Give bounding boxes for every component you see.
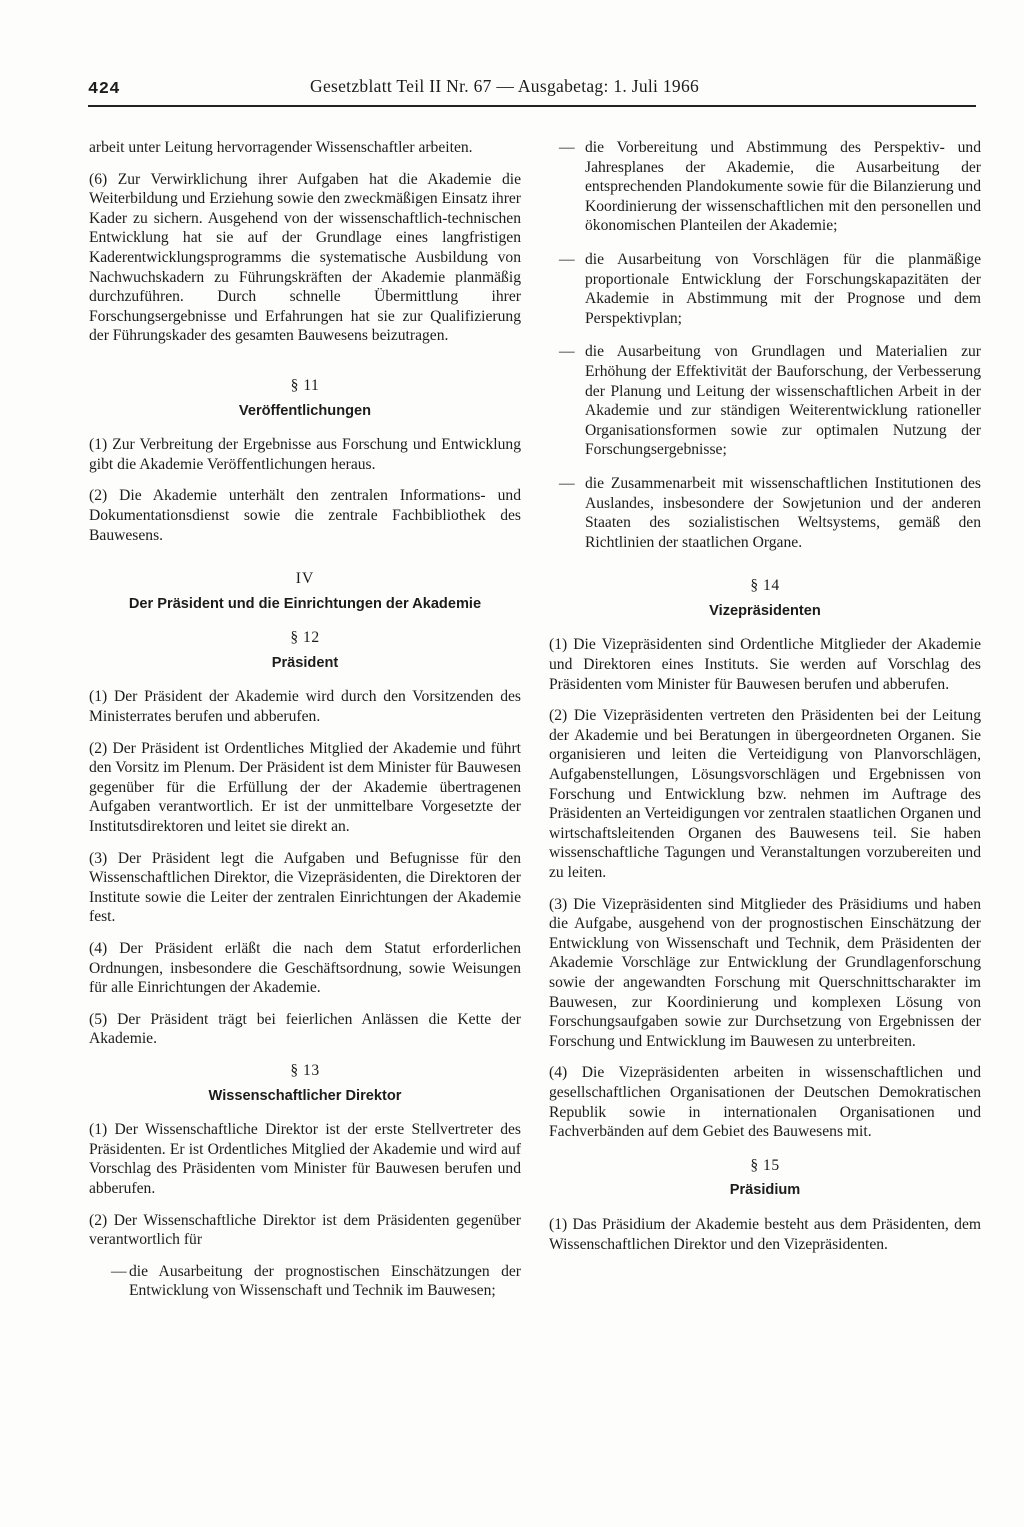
section-12-paragraph-1: (1) Der Präsident der Akademie wird durch den Vorsitzenden des Ministerrates berufen und abberufen. (89, 688, 521, 726)
section-11-number: § 11 (290, 376, 320, 394)
part-iv-heading: Der Präsident und die Einrichtungen der Akademie (128, 595, 482, 612)
bullet-text: die Vorbereitung und Abstimmung des Perspektiv- und Jahresplanes der Akademie, die Ausarbeitung der entsprechenden Plandokumente sowie für die Bilanzierung und Koordinierung der wissenschaftlichen mit den personellen und ökonomischen Planteilen der Akademie; (585, 139, 981, 235)
section-13-number: § 13 (290, 1061, 320, 1079)
right-column (549, 138, 981, 1266)
page-header (88, 74, 976, 104)
section-12-paragraph-2: (2) Der Präsident ist Ordentliches Mitglied der Akademie und führt den Vorsitz im Plenum. Der Präsident ist dem Minister für Bauwesen gegenüber für die Erfüllung der der Akademie übertragenen Aufgaben verantwortlich. Er ist der unmittelbare Vorgesetzte der Institutsdirektoren und leitet sie direkt an. (89, 739, 521, 836)
section-15-number: § 15 (750, 1156, 780, 1174)
bullet-text: die Zusammenarbeit mit wissenschaftlichen Institutionen des Auslandes, insbesondere der Sowjetunion und der anderen Staaten des sozialistischen Weltsystems, gemäß den Richtlinien der staatlichen Organe. (585, 474, 981, 551)
section-14-paragraph-4: (4) Die Vizepräsidenten arbeiten in wissenschaftlichen und gesellschaftlichen Organisationen der Deutschen Demokratischen Republik sowie in internationalen Organisationen und Fachverbänden auf dem Gebiet des Bauwesens mit. (549, 1064, 981, 1141)
section-14-heading: Vizepräsidenten (709, 602, 821, 619)
bullet-text: die Ausarbeitung der prognostischen Einschätzungen der Entwicklung von Wissenschaft und Technik im Bauwesen; (129, 1262, 521, 1300)
section-12-paragraph-4: (4) Der Präsident erläßt die nach dem Statut erforderlichen Ordnungen, insbesondere die Geschäftsordnung, sowie Weisungen für alle Einrichtungen der Akademie. (89, 940, 521, 997)
bullet-dash: — (559, 474, 575, 492)
header-rule (88, 105, 976, 107)
part-iv-number: IV (295, 570, 315, 588)
section-15-heading: Präsidium (729, 1182, 801, 1199)
section-14-number: § 14 (750, 577, 780, 595)
section-14-paragraph-3: (3) Die Vizepräsidenten sind Mitglieder des Präsidiums und haben die Aufgabe, ausgehend von der prognostischen Einschätzung der Entwicklung von Wissenschaft und Technik, dem Präsidenten der Akademie Vorschläge zur Entwicklung der Grundlagenforschung sowie der angewandten Forschung mit Querschnittscharakter im Bauwesen, zur Koordinierung und komplexen Lösung von Forschungsaufgaben sowie zur Durchsetzung von Ergebnissen der Forschung und Entwicklung im Bauwesen zu unterbreiten. (549, 895, 981, 1050)
bullet-text: die Ausarbeitung von Grundlagen und Materialien zur Erhöhung der Effektivität der Bauforschung, der Verbesserung der Planung und Leitung der wissenschaftlichen Arbeit in der Akademie und zur ständigen Weiterentwicklung rationeller Organisationsformen sowie zur optimalen Nutzung der Forschungsergebnisse; (585, 343, 981, 459)
section-13-heading: Wissenschaftlicher Direktor (208, 1087, 402, 1104)
bullet-dash: — (559, 139, 575, 156)
section-12-heading: Präsident (271, 654, 339, 671)
section-12-number: § 12 (290, 629, 320, 647)
section-13-bullet-4 (549, 342, 981, 460)
section-15-paragraph-1: (1) Das Präsidium der Akademie besteht aus dem Präsidenten, dem Wissenschaftlichen Direktor und den Vizepräsidenten. (549, 1215, 981, 1253)
paragraph-6: (6) Zur Verwirklichung ihrer Aufgaben hat die Akademie die Weiterbildung und Erziehung sowie den zweckmäßigen Einsatz ihrer Kader zu sichern. Ausgehend von der wissenschaftlich-technischen Entwicklung hat sie auf der Grundlage eines langfristigen Kaderentwicklungsprogramms die systematische Ausbildung von Nachwuchskadern zu Führungskräften der Akademie planmäßig durchzuführen. Durch schnelle Übermittlung ihrer Forschungsergebnisse und Erfahrungen hat sie zur Qualifizierung der Führungskader des gesamten Bauwesens beizutragen. (89, 170, 521, 345)
section-14-paragraph-2: (2) Die Vizepräsidenten vertreten den Präsidenten bei der Leitung der Akademie und bei Beratungen in übergeordneten Organen. Sie organisieren und leiten die Verteidigung von Planvorschlägen, Aufgabenstellungen, Lösungsvorschlägen und Ergebnissen von Forschung und Entwicklung bzw. nehmen im Auftrage des Präsidenten an Verteidigungen vor zentralen staatlichen Organen und wirtschaftsleitenden Organen des Bauwesens teil. Sie haben wissenschaftliche Tagungen und Veranstaltungen vorzubereiten und zu leiten. (549, 707, 981, 881)
section-11-heading: Veröffentlichungen (238, 402, 372, 419)
bullet-dash: — (559, 343, 575, 361)
section-13-paragraph-1: (1) Der Wissenschaftliche Direktor ist der erste Stellvertreter des Präsidenten. Er ist Ordentliches Mitglied der Akademie und wird auf Vorschlag des Präsidenten vom Minister für Bauwesen berufen und abberufen. (89, 1121, 521, 1197)
section-13-bullet-1 (89, 1262, 521, 1301)
section-12-paragraph-5: (5) Der Präsident trägt bei feierlichen Anlässen die Kette der Akademie. (89, 1010, 521, 1048)
bullet-dash: — (111, 1262, 127, 1280)
left-column (89, 138, 521, 1315)
header-title: Gesetzblatt Teil II Nr. 67 — Ausgabetag: 1. Juli 1966 (310, 76, 700, 96)
section-13-bullet-3 (549, 250, 981, 328)
bullet-dash: — (559, 250, 575, 268)
page-number: 424 (88, 80, 121, 99)
section-13-paragraph-2: (2) Der Wissenschaftliche Direktor ist dem Präsidenten gegenüber verantwortlich für (89, 1211, 521, 1249)
section-14-paragraph-1: (1) Die Vizepräsidenten sind Ordentliche Mitglieder der Akademie und Direktoren eines Instituts. Sie werden auf Vorschlag des Präsidenten vom Minister für Bauwesen berufen und abberufen. (549, 636, 981, 693)
paragraph-continuation: arbeit unter Leitung hervorragender Wissenschaftler arbeiten. (89, 139, 473, 156)
section-13-bullet-5 (549, 474, 981, 552)
section-11-paragraph-1: (1) Zur Verbreitung der Ergebnisse aus Forschung und Entwicklung gibt die Akademie Veröffentlichungen heraus. (89, 436, 521, 473)
bullet-text: die Ausarbeitung von Vorschlägen für die planmäßige proportionale Entwicklung der Forschungskapazitäten der Akademie in Abstimmung mit der Prognose und dem Perspektivplan; (585, 250, 981, 327)
section-13-bullet-2 (549, 138, 981, 236)
section-11-paragraph-2: (2) Die Akademie unterhält den zentralen Informations- und Dokumentationsdienst sowie die zentrale Fachbibliothek des Bauwesens. (89, 487, 521, 544)
section-12-paragraph-3: (3) Der Präsident legt die Aufgaben und Befugnisse für den Wissenschaftlichen Direktor, die Vizepräsidenten, die Direktoren der Institute sowie die Leiter der zentralen Einrichtungen der Akademie fest. (89, 849, 521, 926)
